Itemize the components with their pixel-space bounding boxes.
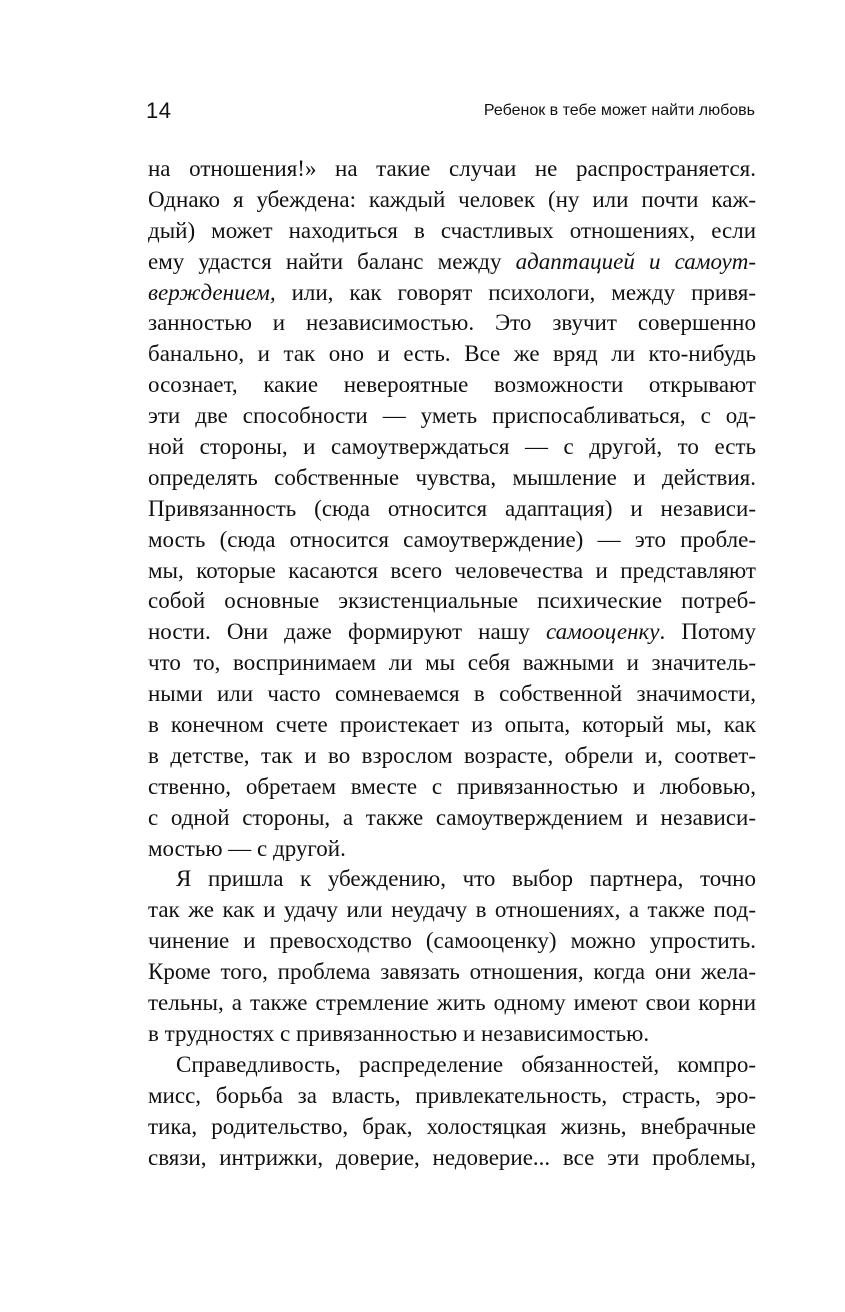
text-line: [148, 1112, 756, 1143]
text-segment: . Потому: [659, 619, 756, 645]
text-segment: Я пришла к убеждению, что выбор партнера, точно: [176, 866, 756, 892]
text-segment: ности. Они даже формируют нашу: [148, 619, 546, 645]
text-segment: на отношения!» на такие случаи не распространяется.: [148, 156, 756, 181]
text-line: [148, 617, 756, 648]
text-line: [148, 710, 756, 741]
text-line: [148, 185, 756, 216]
text-segment: осознает, какие невероятные возможности открывают: [148, 372, 756, 398]
italic-text: адаптацией и самоут-: [515, 248, 756, 274]
text-line: [148, 432, 756, 463]
text-segment: ственно, обретаем вместе с привязанностью и любовью,: [148, 773, 756, 799]
text-segment: Справедливость, распределение обязанностей, компро-: [176, 1051, 756, 1077]
text-segment: с одной стороны, а также самоутверждением и независи-: [148, 804, 756, 830]
text-segment: в конечном счете проистекает из опыта, который мы, как: [148, 712, 756, 738]
text-line: [148, 895, 756, 926]
text-segment: ной стороны, и самоутверждаться — с другой, то есть: [148, 434, 756, 460]
text-segment: чинение и превосходство (самооценку) можно упростить.: [148, 928, 756, 954]
page-number: 14: [146, 98, 172, 123]
text-segment: дый) может находиться в счастливых отношениях, если: [148, 217, 756, 243]
text-segment: тельны, а также стремление жить одному имеют свои корни: [148, 990, 756, 1016]
text-line: [148, 1081, 756, 1112]
text-line: [148, 401, 756, 432]
text-line: [148, 834, 756, 865]
text-line: [148, 1050, 756, 1081]
text-segment: ными или часто сомневаемся в собственной значимости,: [148, 681, 756, 707]
text-segment: тика, родительство, брак, холостяцкая жизнь, внебрачные: [148, 1113, 756, 1139]
text-line: [148, 308, 756, 339]
text-line: [148, 494, 756, 525]
text-line: [148, 1143, 756, 1174]
text-line: [148, 586, 756, 617]
text-segment: Однако я убеждена: каждый человек (ну или почти каж-: [148, 186, 756, 212]
text-segment: в трудностях с привязанностью и независимостью.: [148, 1020, 650, 1046]
text-segment: занностью и независимостью. Это звучит совершенно: [148, 310, 756, 336]
italic-text: верждением,: [148, 279, 276, 305]
text-segment: собой основные экзистенциальные психические потреб-: [148, 588, 756, 614]
text-segment: банально, и так оно и есть. Все же вряд ли кто-нибудь: [148, 341, 756, 367]
text-line: [148, 216, 756, 247]
text-line: [148, 803, 756, 834]
text-line: [148, 988, 756, 1019]
running-header-title: Ребенок в тебе может найти любовь: [483, 102, 755, 119]
text-line: [148, 278, 756, 309]
text-segment: мисс, борьба за власть, привлекательность, страсть, эро-: [148, 1082, 756, 1108]
text-segment: мостью — с другой.: [148, 835, 346, 861]
text-line: [148, 926, 756, 957]
text-segment: в детстве, так и во взрослом возрасте, обрели и, соответ-: [148, 742, 756, 768]
text-line: [148, 772, 756, 803]
text-line: [148, 741, 756, 772]
body-text: [148, 154, 756, 1173]
text-segment: мость (сюда относится самоутверждение) — это пробле-: [148, 526, 756, 552]
italic-text: самооценку: [546, 619, 660, 645]
text-segment: определять собственные чувства, мышление и действия.: [148, 464, 756, 490]
text-segment: что то, воспринимаем ли мы себя важными и значитель-: [148, 650, 756, 676]
text-segment: так же как и удачу или неудачу в отношениях, а также под-: [148, 897, 756, 923]
text-segment: Привязанность (сюда относится адаптация) и независи-: [148, 495, 756, 521]
text-line: [148, 556, 756, 587]
text-line: [148, 463, 756, 494]
text-line: [148, 957, 756, 988]
text-line: [148, 1019, 756, 1050]
text-line: [148, 679, 756, 710]
text-line: [148, 247, 756, 278]
text-segment: эти две способности — уметь приспосабливаться, с од-: [148, 403, 756, 429]
text-segment: связи, интрижки, доверие, недоверие... все эти проблемы,: [148, 1144, 756, 1170]
text-line: [148, 370, 756, 401]
text-line: [148, 648, 756, 679]
text-segment: или, как говорят психологи, между привя-: [275, 279, 756, 305]
text-segment: ему удастся найти баланс между: [148, 248, 516, 274]
text-segment: мы, которые касаются всего человечества и представляют: [148, 557, 756, 583]
text-line: [148, 339, 756, 370]
text-segment: Кроме того, проблема завязать отношения, когда они жела-: [148, 959, 756, 985]
text-line: [148, 864, 756, 895]
text-line: [148, 525, 756, 556]
text-line: [148, 154, 756, 185]
